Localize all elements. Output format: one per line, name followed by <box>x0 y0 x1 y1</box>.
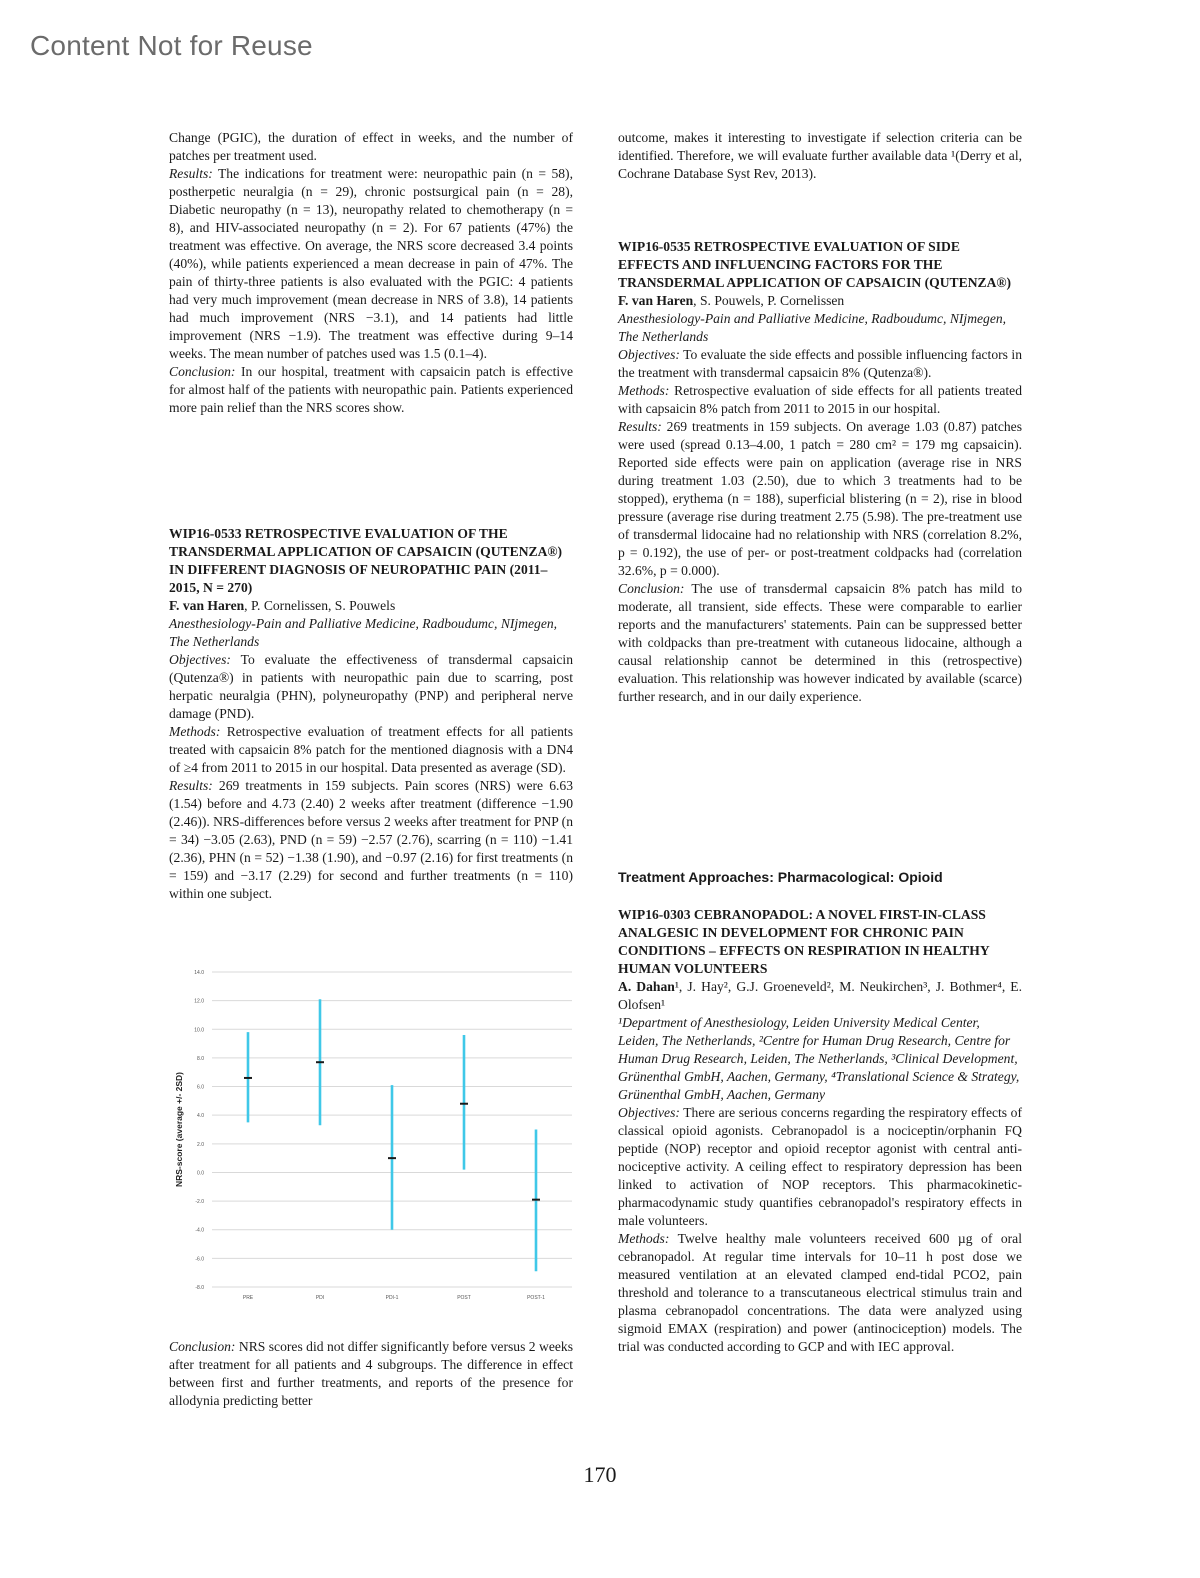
results-paragraph <box>618 418 1022 580</box>
left-paragraph-continuation: Change (PGIC), the duration of effect in weeks, and the number of patches per treatment used. <box>169 130 573 163</box>
y-tick-label: -2.0 <box>195 1199 204 1206</box>
x-tick-label: POST <box>457 1295 471 1301</box>
objectives-text: To evaluate the effectiveness of transdermal capsaicin (Qutenza®) in patients with neuropathic pain due to scarring, post herpatic neuralgia (PHN), polyneuropathy (PNP) and peripheral nerve damage (PND). <box>169 652 573 721</box>
abstract-0533 <box>169 525 573 903</box>
co-authors: , P. Cornelissen, S. Pouwels <box>244 598 396 613</box>
abstract-title: WIP16-0303 CEBRANOPADOL: A NOVEL FIRST-IN-CLASS ANALGESIC IN DEVELOPMENT FOR CHRONIC PAIN CONDITIONS – EFFECTS ON RESPIRATION IN HEALTHY HUMAN VOLUNTEERS <box>618 907 990 976</box>
results-label: Results: <box>618 419 662 434</box>
conclusion-label: Conclusion: <box>169 364 236 379</box>
methods-text: Twelve healthy male volunteers received 600 µg of oral cebranopadol. At regular time intervals for 10–11 h post dose we measured ventilation at an elevated clamped end-tidal PCO2, pain threshold and tolerance to a transcutaneous electrical stimulus train and plasma cebranopadol concentrations. The data were analyzed using sigmoid EMAX (respiration) and power (antinociception) models. The trial was conducted according to GCP and with IEC approval. <box>618 1231 1022 1354</box>
presenting-author: F. van Haren <box>618 293 694 308</box>
left-conclusion-block <box>169 1338 573 1410</box>
x-tick-label: POST-1 <box>527 1295 545 1301</box>
y-tick-label: 2.0 <box>197 1141 204 1148</box>
results-label: Results: <box>169 778 213 793</box>
co-authors: ¹, J. Hay², G.J. Groeneveld², M. Neukirchen³, J. Bothmer⁴, E. Olofsen¹ <box>618 979 1022 1012</box>
y-tick-label: 4.0 <box>197 1113 204 1120</box>
x-tick-label: PRE <box>242 1295 254 1301</box>
left-conclusion-paragraph <box>169 363 573 417</box>
abstract-0535 <box>618 238 1022 706</box>
results-text: 269 treatments in 159 subjects. Pain scores (NRS) were 6.63 (1.54) before and 4.73 (2.40) 2 weeks after treatment (difference −1.90 (2.46)). NRS-differences before versus 2 weeks after treatment for PNP (n = 34) −3.05 (2.63), PND (n = 59) −2.57 (2.76), scarring (n = 110) −1.41 (2.36), PHN (n = 52) −1.38 (1.90), and −0.97 (2.16) for first treatments (n = 159) and −3.17 (2.29) for second and further treatments (n = 110) within one subject. <box>169 778 573 901</box>
page-number: 170 <box>583 1462 617 1487</box>
nrs-errorbar-chart <box>168 962 578 1312</box>
y-tick-label: 6.0 <box>197 1084 204 1091</box>
objectives-paragraph <box>618 1104 1022 1230</box>
conclusion-text: In our hospital, treatment with capsaicin patch is effective for almost half of the patients with neuropathic pain. Patients experienced more pain relief than the NRS scores show. <box>169 364 573 415</box>
abstract-affiliation: ¹Department of Anesthesiology, Leiden University Medical Center, Leiden, The Netherlands, ²Centre for Human Drug Research, Centre for Human Drug Research, Leiden, The Netherlands, ³Clinical Development, Grünenthal GmbH, Aachen, Germany, ⁴Translational Science & Strategy, Grünenthal GmbH, Aachen, Germany <box>618 1015 1020 1102</box>
objectives-label: Objectives: <box>618 1105 680 1120</box>
objectives-label: Objectives: <box>618 347 680 362</box>
abstract-affiliation: Anesthesiology-Pain and Palliative Medicine, Radboudumc, NIjmegen, The Netherlands <box>169 616 558 649</box>
abstract-authors <box>169 597 573 615</box>
x-tick-label: PDI <box>315 1295 325 1301</box>
y-axis-label: NRS-score (average +/- 2SD) <box>174 1071 184 1188</box>
objectives-paragraph <box>169 651 573 723</box>
methods-paragraph <box>169 723 573 777</box>
conclusion-label: Conclusion: <box>169 1339 236 1354</box>
y-tick-label: -8.0 <box>195 1285 204 1291</box>
y-tick-label: -6.0 <box>195 1256 204 1263</box>
conclusion-paragraph <box>618 580 1022 706</box>
y-tick-label: 12.0 <box>194 998 204 1005</box>
results-text: 269 treatments in 159 subjects. On average 1.03 (0.87) patches were used (spread 0.13–4.00, 1 patch = 280 cm² = 179 mg capsaicin). Reported side effects were pain on application (average rise in NRS during treatment 1.03 (2.50), due to which 3 treatments had to be stopped), erythema (n = 188), superficial blistering (n = 2), rise in blood pressure (average rise during treatment 2.75 (5.98). The pre-treatment use of transdermal lidocaine had no relationship with NRS (correlation 8.2%, p = 0.192), the use of per- or post-treatment coldpacks had (correlation 32.6%, p = 0.000). <box>618 419 1022 578</box>
y-tick-label: 8.0 <box>197 1055 204 1062</box>
methods-paragraph <box>618 382 1022 418</box>
abstract-conclusion-paragraph <box>169 1338 573 1410</box>
presenting-author: A. Dahan <box>618 979 675 994</box>
y-tick-label: 0.0 <box>197 1170 204 1177</box>
methods-label: Methods: <box>169 724 221 739</box>
y-tick-label: 14.0 <box>194 970 204 976</box>
objectives-label: Objectives: <box>169 652 231 667</box>
abstract-0303 <box>618 906 1022 1356</box>
results-label: Results: <box>169 166 213 181</box>
conclusion-label: Conclusion: <box>618 581 685 596</box>
abstract-title: WIP16-0533 RETROSPECTIVE EVALUATION OF THE TRANSDERMAL APPLICATION OF CAPSAICIN (QUTENZA®) IN DIFFERENT DIAGNOSIS OF NEUROPATHIC PAIN (2011–2015, N = 270) <box>169 526 563 595</box>
y-tick-label: 10.0 <box>194 1027 204 1034</box>
right-paragraph-continuation: outcome, makes it interesting to investigate if selection criteria can be identified. Therefore, we will evaluate further available data ¹(Derry et al, Cochrane Database Syst Rev, 2013). <box>618 130 1022 181</box>
y-tick-label: -4.0 <box>195 1227 204 1234</box>
methods-label: Methods: <box>618 1231 670 1246</box>
methods-text: Retrospective evaluation of treatment effects for all patients treated with capsaicin 8% patch for the mentioned diagnosis with a DN4 of ≥4 from 2011 to 2015 in our hospital. Data presented as average (SD). <box>169 724 573 775</box>
methods-text: Retrospective evaluation of side effects for all patients treated with capsaicin 8% patch from 2011 to 2015 in our hospital. <box>618 383 1022 416</box>
left-column <box>169 129 573 417</box>
abstract-title: WIP16-0535 RETROSPECTIVE EVALUATION OF SIDE EFFECTS AND INFLUENCING FACTORS FOR THE TRANSDERMAL APPLICATION OF CAPSAICIN (QUTENZA®) <box>618 239 1012 290</box>
right-column-top <box>618 129 1022 183</box>
objectives-text: To evaluate the side effects and possible influencing factors in the treatment with transdermal capsaicin 8% (Qutenza®). <box>618 347 1022 380</box>
conclusion-text: The use of transdermal capsaicin 8% patch has mild to moderate, all transient, side effects. These were comparable to earlier reports and the manufacturers' statements. Pain can be suppressed better with coldpacks than pre-treatment with cutaneous lidocaine, although a causal relationship cannot be determined in this (retrospective) evaluation. This relationship was however indicated by available (scarce) further research, and in our daily experience. <box>618 581 1022 704</box>
objectives-text: There are serious concerns regarding the respiratory effects of classical opioid agonists. Cebranopadol is a nociceptin/orphanin FQ peptide (NOP) receptor and opioid receptor agonist with central anti-nociceptive activity. A ceiling effect to respiratory depression has been linked to activation of NOP receptors. This pharmacokinetic-pharmacodynamic study quantifies cebranopadol's respiratory effects in male volunteers. <box>618 1105 1022 1228</box>
results-text: The indications for treatment were: neuropathic pain (n = 58), postherpetic neuralgia (n = 29), chronic postsurgical pain (n = 28), Diabetic neuropathy (n = 13), neuropathy related to chemotherapy (n = 8), and HIV-associated neuropathy (n = 2). For 67 patients (47%) the treatment was effective. On average, the NRS score decreased 3.4 points (40%), while patients experienced a mean decrease in pain of 47%. The pain of thirty-three patients is also evaluated with the PGIC: 4 patients had very much improvement (mean decrease in NRS of 3.8), 14 patients had much improvement (NRS −3.1), and 14 patients had little improvement (NRS −1.9). The treatment was effective during 9–14 weeks. The mean number of patches used was 1.5 (0.1–4). <box>169 166 573 361</box>
watermark: Content Not for Reuse <box>30 30 313 61</box>
co-authors: , S. Pouwels, P. Cornelissen <box>693 293 845 308</box>
methods-label: Methods: <box>618 383 670 398</box>
presenting-author: F. van Haren <box>169 598 245 613</box>
abstract-affiliation: Anesthesiology-Pain and Palliative Medicine, Radboudumc, NIjmegen, The Netherlands <box>618 311 1007 344</box>
results-paragraph <box>169 777 573 903</box>
abstract-authors <box>618 978 1022 1014</box>
x-tick-label: PDI-1 <box>385 1295 399 1301</box>
methods-paragraph <box>618 1230 1022 1356</box>
conclusion-text: NRS scores did not differ significantly before versus 2 weeks after treatment for all patients and 4 subgroups. The difference in effect between first and further treatments, and reports of the presence for allodynia predicting better <box>169 1339 573 1408</box>
section-heading: Treatment Approaches: Pharmacological: Opioid <box>618 869 943 885</box>
objectives-paragraph <box>618 346 1022 382</box>
left-results-paragraph <box>169 165 573 363</box>
abstract-authors <box>618 292 1022 310</box>
